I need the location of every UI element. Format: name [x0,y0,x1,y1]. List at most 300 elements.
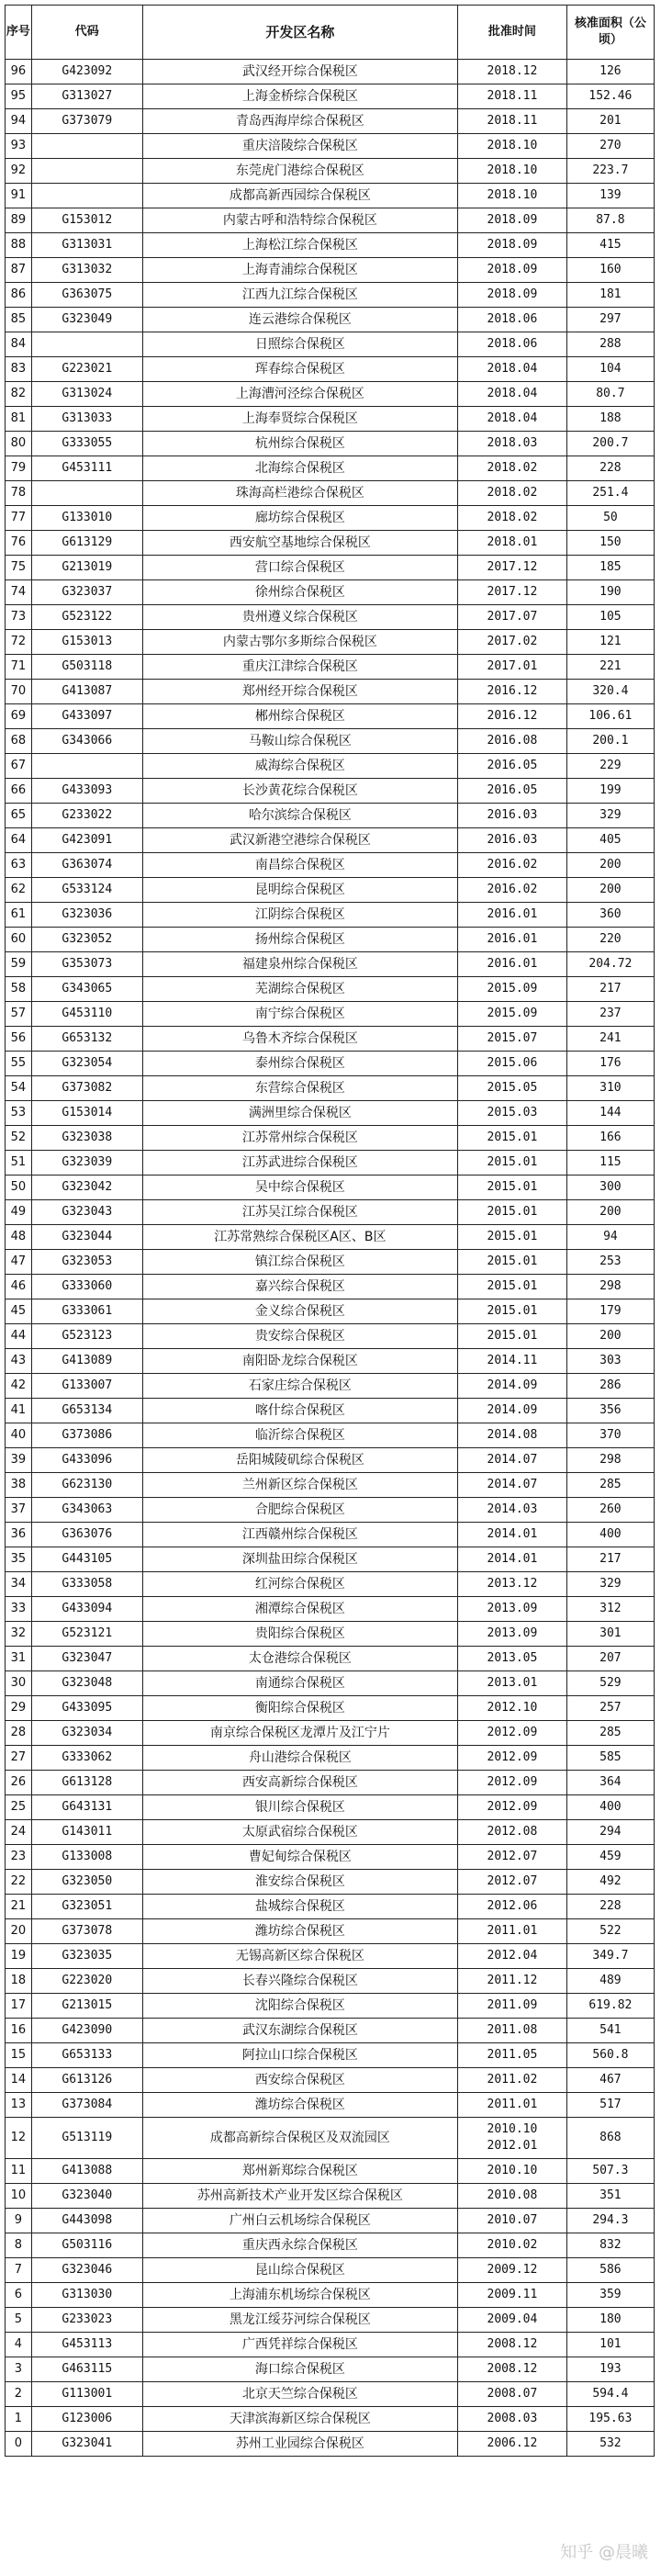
cell-code: G153014 [31,1101,142,1126]
cell-code: G433096 [31,1448,142,1473]
table-row [6,605,655,630]
cell-approved-area: 195.63 [566,2407,654,2432]
cell-zone-name: 南京综合保税区龙潭片及江宁片 [142,1721,457,1746]
cell-zone-name: 东营综合保税区 [142,1076,457,1101]
cell-zone-name: 廊坊综合保税区 [142,506,457,531]
cell-index: 47 [6,1250,32,1275]
cell-code: G323037 [31,580,142,605]
cell-approval-date: 2015.01 [458,1200,567,1225]
table-row [6,704,655,729]
cell-code: G323039 [31,1151,142,1176]
cell-approval-date: 2014.01 [458,1523,567,1547]
table-row [6,779,655,804]
cell-index: 21 [6,1895,32,1919]
table-row [6,1870,655,1895]
cell-index: 56 [6,1027,32,1052]
cell-index: 6 [6,2283,32,2308]
cell-code: G373082 [31,1076,142,1101]
cell-zone-name: 南阳卧龙综合保税区 [142,1349,457,1374]
cell-approved-area: 532 [566,2432,654,2457]
table-row [6,1374,655,1399]
table-row [6,531,655,556]
cell-code: G333055 [31,432,142,456]
header-zone-name: 开发区名称 [142,6,457,60]
cell-code: G433097 [31,704,142,729]
table-row [6,1324,655,1349]
cell-approved-area: 298 [566,1448,654,1473]
cell-zone-name: 嘉兴综合保税区 [142,1275,457,1299]
cell-index: 29 [6,1696,32,1721]
cell-approval-date: 2017.02 [458,630,567,655]
cell-index: 13 [6,2093,32,2118]
cell-index: 31 [6,1647,32,1671]
cell-code: G433094 [31,1597,142,1622]
table-row [6,1299,655,1324]
cell-zone-name: 内蒙古呼和浩特综合保税区 [142,208,457,233]
cell-approved-area: 359 [566,2283,654,2308]
cell-index: 16 [6,2019,32,2043]
cell-approved-area: 228 [566,456,654,481]
cell-index: 52 [6,1126,32,1151]
cell-code [31,481,142,506]
cell-zone-name: 阿拉山口综合保税区 [142,2043,457,2068]
table-row [6,1448,655,1473]
cell-index: 26 [6,1771,32,1795]
table-row [6,283,655,308]
cell-index: 75 [6,556,32,580]
table-row [6,506,655,531]
cell-index: 82 [6,382,32,407]
table-row [6,2283,655,2308]
cell-zone-name: 郑州新郑综合保税区 [142,2159,457,2184]
cell-approval-date: 2018.11 [458,84,567,109]
cell-code: G213015 [31,1994,142,2019]
cell-approved-area: 150 [566,531,654,556]
cell-index: 3 [6,2357,32,2382]
cell-code: G313027 [31,84,142,109]
cell-code: G463115 [31,2357,142,2382]
cell-approval-date: 2018.09 [458,258,567,283]
cell-approved-area: 217 [566,977,654,1002]
cell-approved-area: 126 [566,60,654,84]
table-row [6,1696,655,1721]
cell-zone-name: 东莞虎门港综合保税区 [142,159,457,184]
header-code: 代码 [31,6,142,60]
cell-approval-date: 2016.03 [458,804,567,828]
cell-zone-name: 珠海高栏港综合保税区 [142,481,457,506]
cell-approved-area: 104 [566,357,654,382]
cell-approval-date: 2012.09 [458,1795,567,1820]
cell-approved-area: 297 [566,308,654,332]
cell-index: 20 [6,1919,32,1944]
cell-index: 57 [6,1002,32,1027]
cell-code: G133007 [31,1374,142,1399]
cell-index: 71 [6,655,32,680]
cell-approved-area: 121 [566,630,654,655]
cell-zone-name: 盐城综合保税区 [142,1895,457,1919]
cell-zone-name: 武汉东湖综合保税区 [142,2019,457,2043]
cell-code: G353073 [31,952,142,977]
cell-index: 84 [6,332,32,357]
cell-code: G453111 [31,456,142,481]
table-row [6,2068,655,2093]
cell-zone-name: 昆山综合保税区 [142,2258,457,2283]
cell-approval-date: 2015.01 [458,1151,567,1176]
cell-index: 48 [6,1225,32,1250]
cell-index: 86 [6,283,32,308]
table-row [6,1275,655,1299]
cell-approval-date: 2016.05 [458,754,567,779]
table-row [6,977,655,1002]
cell-index: 70 [6,680,32,704]
cell-approval-date: 2016.03 [458,828,567,853]
cell-zone-name: 上海松江综合保税区 [142,233,457,258]
cell-approval-date: 2009.12 [458,2258,567,2283]
cell-approval-date: 2018.02 [458,506,567,531]
cell-zone-name: 贵州遵义综合保税区 [142,605,457,630]
cell-approval-date: 2012.10 [458,1696,567,1721]
cell-approval-date: 2017.12 [458,556,567,580]
cell-approval-date: 2010.07 [458,2209,567,2233]
table-row [6,2432,655,2457]
cell-approval-date: 2012.07 [458,1845,567,1870]
cell-approved-area: 300 [566,1176,654,1200]
cell-approval-date: 2013.12 [458,1572,567,1597]
cell-code: G613126 [31,2068,142,2093]
cell-code: G443098 [31,2209,142,2233]
cell-approved-area: 288 [566,332,654,357]
cell-index: 22 [6,1870,32,1895]
cell-code: G313030 [31,2283,142,2308]
cell-index: 60 [6,928,32,952]
header-approved-area: 核准面积（公顷） [566,6,654,60]
table-row [6,2333,655,2357]
table-row [6,1597,655,1622]
cell-approval-date: 2015.09 [458,1002,567,1027]
cell-code: G313031 [31,233,142,258]
cell-index: 68 [6,729,32,754]
table-row [6,2118,655,2159]
cell-approved-area: 241 [566,1027,654,1052]
cell-approval-date: 2011.01 [458,1919,567,1944]
cell-approved-area: 507.3 [566,2159,654,2184]
cell-zone-name: 威海综合保税区 [142,754,457,779]
table-row [6,481,655,506]
cell-approval-date: 2017.12 [458,580,567,605]
cell-code: G323041 [31,2432,142,2457]
cell-code: G613128 [31,1771,142,1795]
cell-code: G223021 [31,357,142,382]
cell-approval-date: 2016.01 [458,952,567,977]
table-row [6,308,655,332]
cell-zone-name: 太原武宿综合保税区 [142,1820,457,1845]
cell-approval-date: 2012.07 [458,1870,567,1895]
cell-approved-area: 301 [566,1622,654,1647]
cell-approved-area: 329 [566,804,654,828]
cell-approved-area: 594.4 [566,2382,654,2407]
cell-zone-name: 重庆江津综合保税区 [142,655,457,680]
table-row [6,357,655,382]
cell-approved-area: 459 [566,1845,654,1870]
table-row [6,258,655,283]
cell-index: 25 [6,1795,32,1820]
cell-index: 78 [6,481,32,506]
cell-approved-area: 106.61 [566,704,654,729]
cell-code: G423091 [31,828,142,853]
cell-code: G413087 [31,680,142,704]
cell-approved-area: 228 [566,1895,654,1919]
cell-approval-date: 2016.02 [458,878,567,903]
cell-approval-date: 2010.10 2012.01 [458,2118,567,2159]
cell-approved-area: 237 [566,1002,654,1027]
cell-approved-area: 467 [566,2068,654,2093]
table-row [6,1002,655,1027]
cell-index: 95 [6,84,32,109]
cell-approved-area: 349.7 [566,1944,654,1969]
cell-code: G323046 [31,2258,142,2283]
cell-approval-date: 2012.09 [458,1746,567,1771]
cell-code: G213019 [31,556,142,580]
table-row [6,2043,655,2068]
cell-approval-date: 2017.01 [458,655,567,680]
cell-zone-name: 贵阳综合保税区 [142,1622,457,1647]
bonded-zone-table [5,5,655,2457]
cell-code: G233022 [31,804,142,828]
cell-zone-name: 徐州综合保税区 [142,580,457,605]
table-row [6,60,655,84]
table-row [6,1969,655,1994]
cell-index: 17 [6,1994,32,2019]
cell-approval-date: 2011.12 [458,1969,567,1994]
cell-index: 65 [6,804,32,828]
cell-code: G623130 [31,1473,142,1498]
cell-approved-area: 522 [566,1919,654,1944]
cell-zone-name: 芜湖综合保税区 [142,977,457,1002]
cell-approved-area: 253 [566,1250,654,1275]
cell-zone-name: 石家庄综合保税区 [142,1374,457,1399]
cell-approval-date: 2015.05 [458,1076,567,1101]
cell-index: 1 [6,2407,32,2432]
table-row [6,233,655,258]
cell-zone-name: 江苏常熟综合保税区A区、B区 [142,1225,457,1250]
cell-zone-name: 杭州综合保税区 [142,432,457,456]
cell-index: 94 [6,109,32,134]
cell-zone-name: 沈阳综合保税区 [142,1994,457,2019]
cell-code [31,754,142,779]
cell-index: 87 [6,258,32,283]
cell-zone-name: 长沙黄花综合保税区 [142,779,457,804]
cell-zone-name: 太仓港综合保税区 [142,1647,457,1671]
cell-index: 63 [6,853,32,878]
cell-index: 45 [6,1299,32,1324]
cell-code: G153012 [31,208,142,233]
cell-approval-date: 2011.09 [458,1994,567,2019]
cell-zone-name: 福建泉州综合保税区 [142,952,457,977]
cell-index: 24 [6,1820,32,1845]
cell-approval-date: 2008.12 [458,2357,567,2382]
cell-approved-area: 320.4 [566,680,654,704]
cell-approved-area: 185 [566,556,654,580]
cell-code: G423090 [31,2019,142,2043]
cell-approved-area: 94 [566,1225,654,1250]
cell-approved-area: 270 [566,134,654,159]
cell-index: 77 [6,506,32,531]
cell-zone-name: 重庆西永综合保税区 [142,2233,457,2258]
cell-code: G333061 [31,1299,142,1324]
cell-approved-area: 489 [566,1969,654,1994]
cell-zone-name: 吴中综合保税区 [142,1176,457,1200]
cell-approved-area: 50 [566,506,654,531]
cell-approval-date: 2018.06 [458,332,567,357]
table-row [6,903,655,928]
cell-approved-area: 832 [566,2233,654,2258]
table-row [6,952,655,977]
cell-zone-name: 长春兴隆综合保税区 [142,1969,457,1994]
cell-index: 92 [6,159,32,184]
cell-approval-date: 2015.07 [458,1027,567,1052]
cell-approved-area: 329 [566,1572,654,1597]
cell-code: G113001 [31,2382,142,2407]
cell-approval-date: 2018.03 [458,432,567,456]
table-row [6,456,655,481]
cell-index: 42 [6,1374,32,1399]
cell-zone-name: 潍坊综合保税区 [142,2093,457,2118]
cell-index: 37 [6,1498,32,1523]
cell-approval-date: 2015.09 [458,977,567,1002]
cell-zone-name: 珲春综合保税区 [142,357,457,382]
cell-approval-date: 2016.08 [458,729,567,754]
cell-code: G363075 [31,283,142,308]
cell-code: G433093 [31,779,142,804]
cell-code: G373078 [31,1919,142,1944]
cell-approval-date: 2012.08 [458,1820,567,1845]
cell-index: 73 [6,605,32,630]
cell-code: G373084 [31,2093,142,2118]
cell-code: G343065 [31,977,142,1002]
cell-approval-date: 2016.01 [458,928,567,952]
cell-approved-area: 188 [566,407,654,432]
cell-index: 33 [6,1597,32,1622]
cell-approval-date: 2018.10 [458,134,567,159]
cell-index: 53 [6,1101,32,1126]
cell-index: 14 [6,2068,32,2093]
table-row [6,1919,655,1944]
cell-approval-date: 2010.10 [458,2159,567,2184]
cell-approved-area: 217 [566,1547,654,1572]
cell-approved-area: 179 [566,1299,654,1324]
cell-approved-area: 541 [566,2019,654,2043]
cell-approved-area: 221 [566,655,654,680]
cell-approval-date: 2018.01 [458,531,567,556]
cell-approval-date: 2016.12 [458,704,567,729]
cell-zone-name: 昆明综合保税区 [142,878,457,903]
table-row [6,2184,655,2209]
table-row [6,2382,655,2407]
cell-approval-date: 2014.09 [458,1399,567,1423]
table-row [6,1423,655,1448]
cell-approved-area: 200.1 [566,729,654,754]
table-row [6,1895,655,1919]
cell-approval-date: 2014.08 [458,1423,567,1448]
cell-zone-name: 青岛西海岸综合保税区 [142,109,457,134]
table-row [6,680,655,704]
cell-code: G323048 [31,1671,142,1696]
cell-zone-name: 贵安综合保税区 [142,1324,457,1349]
cell-code: G323050 [31,1870,142,1895]
cell-approval-date: 2014.11 [458,1349,567,1374]
cell-approved-area: 294.3 [566,2209,654,2233]
cell-approval-date: 2013.01 [458,1671,567,1696]
table-row [6,1250,655,1275]
cell-approval-date: 2014.03 [458,1498,567,1523]
cell-zone-name: 兰州新区综合保税区 [142,1473,457,1498]
cell-code: G443105 [31,1547,142,1572]
cell-code: G313024 [31,382,142,407]
cell-zone-name: 金义综合保税区 [142,1299,457,1324]
cell-index: 62 [6,878,32,903]
cell-approval-date: 2018.09 [458,233,567,258]
cell-approved-area: 619.82 [566,1994,654,2019]
cell-approved-area: 201 [566,109,654,134]
cell-approved-area: 303 [566,1349,654,1374]
cell-zone-name: 重庆涪陵综合保税区 [142,134,457,159]
cell-approved-area: 166 [566,1126,654,1151]
cell-approval-date: 2018.04 [458,357,567,382]
cell-index: 27 [6,1746,32,1771]
table-row [6,754,655,779]
cell-approval-date: 2016.01 [458,903,567,928]
cell-zone-name: 苏州工业园综合保税区 [142,2432,457,2457]
cell-zone-name: 江苏武进综合保税区 [142,1151,457,1176]
cell-approved-area: 144 [566,1101,654,1126]
cell-index: 69 [6,704,32,729]
cell-zone-name: 合肥综合保税区 [142,1498,457,1523]
cell-zone-name: 镇江综合保税区 [142,1250,457,1275]
table-row [6,1622,655,1647]
cell-approved-area: 286 [566,1374,654,1399]
table-row [6,208,655,233]
cell-index: 4 [6,2333,32,2357]
table-row [6,1126,655,1151]
cell-approval-date: 2009.11 [458,2283,567,2308]
cell-approval-date: 2016.02 [458,853,567,878]
table-row [6,729,655,754]
cell-code: G333058 [31,1572,142,1597]
cell-zone-name: 苏州高新技术产业开发区综合保税区 [142,2184,457,2209]
cell-approved-area: 190 [566,580,654,605]
cell-index: 81 [6,407,32,432]
cell-zone-name: 喀什综合保税区 [142,1399,457,1423]
cell-approval-date: 2018.02 [458,456,567,481]
cell-approved-area: 370 [566,1423,654,1448]
cell-code: G323047 [31,1647,142,1671]
table-row [6,1746,655,1771]
cell-code: G433095 [31,1696,142,1721]
cell-zone-name: 西安航空基地综合保税区 [142,531,457,556]
cell-approved-area: 586 [566,2258,654,2283]
cell-approval-date: 2018.10 [458,159,567,184]
table-row [6,1498,655,1523]
cell-approval-date: 2014.07 [458,1448,567,1473]
cell-zone-name: 临沂综合保税区 [142,1423,457,1448]
table-row [6,407,655,432]
cell-code: G343063 [31,1498,142,1523]
cell-zone-name: 淮安综合保税区 [142,1870,457,1895]
cell-index: 38 [6,1473,32,1498]
cell-index: 64 [6,828,32,853]
cell-zone-name: 潍坊综合保税区 [142,1919,457,1944]
cell-code: G133008 [31,1845,142,1870]
